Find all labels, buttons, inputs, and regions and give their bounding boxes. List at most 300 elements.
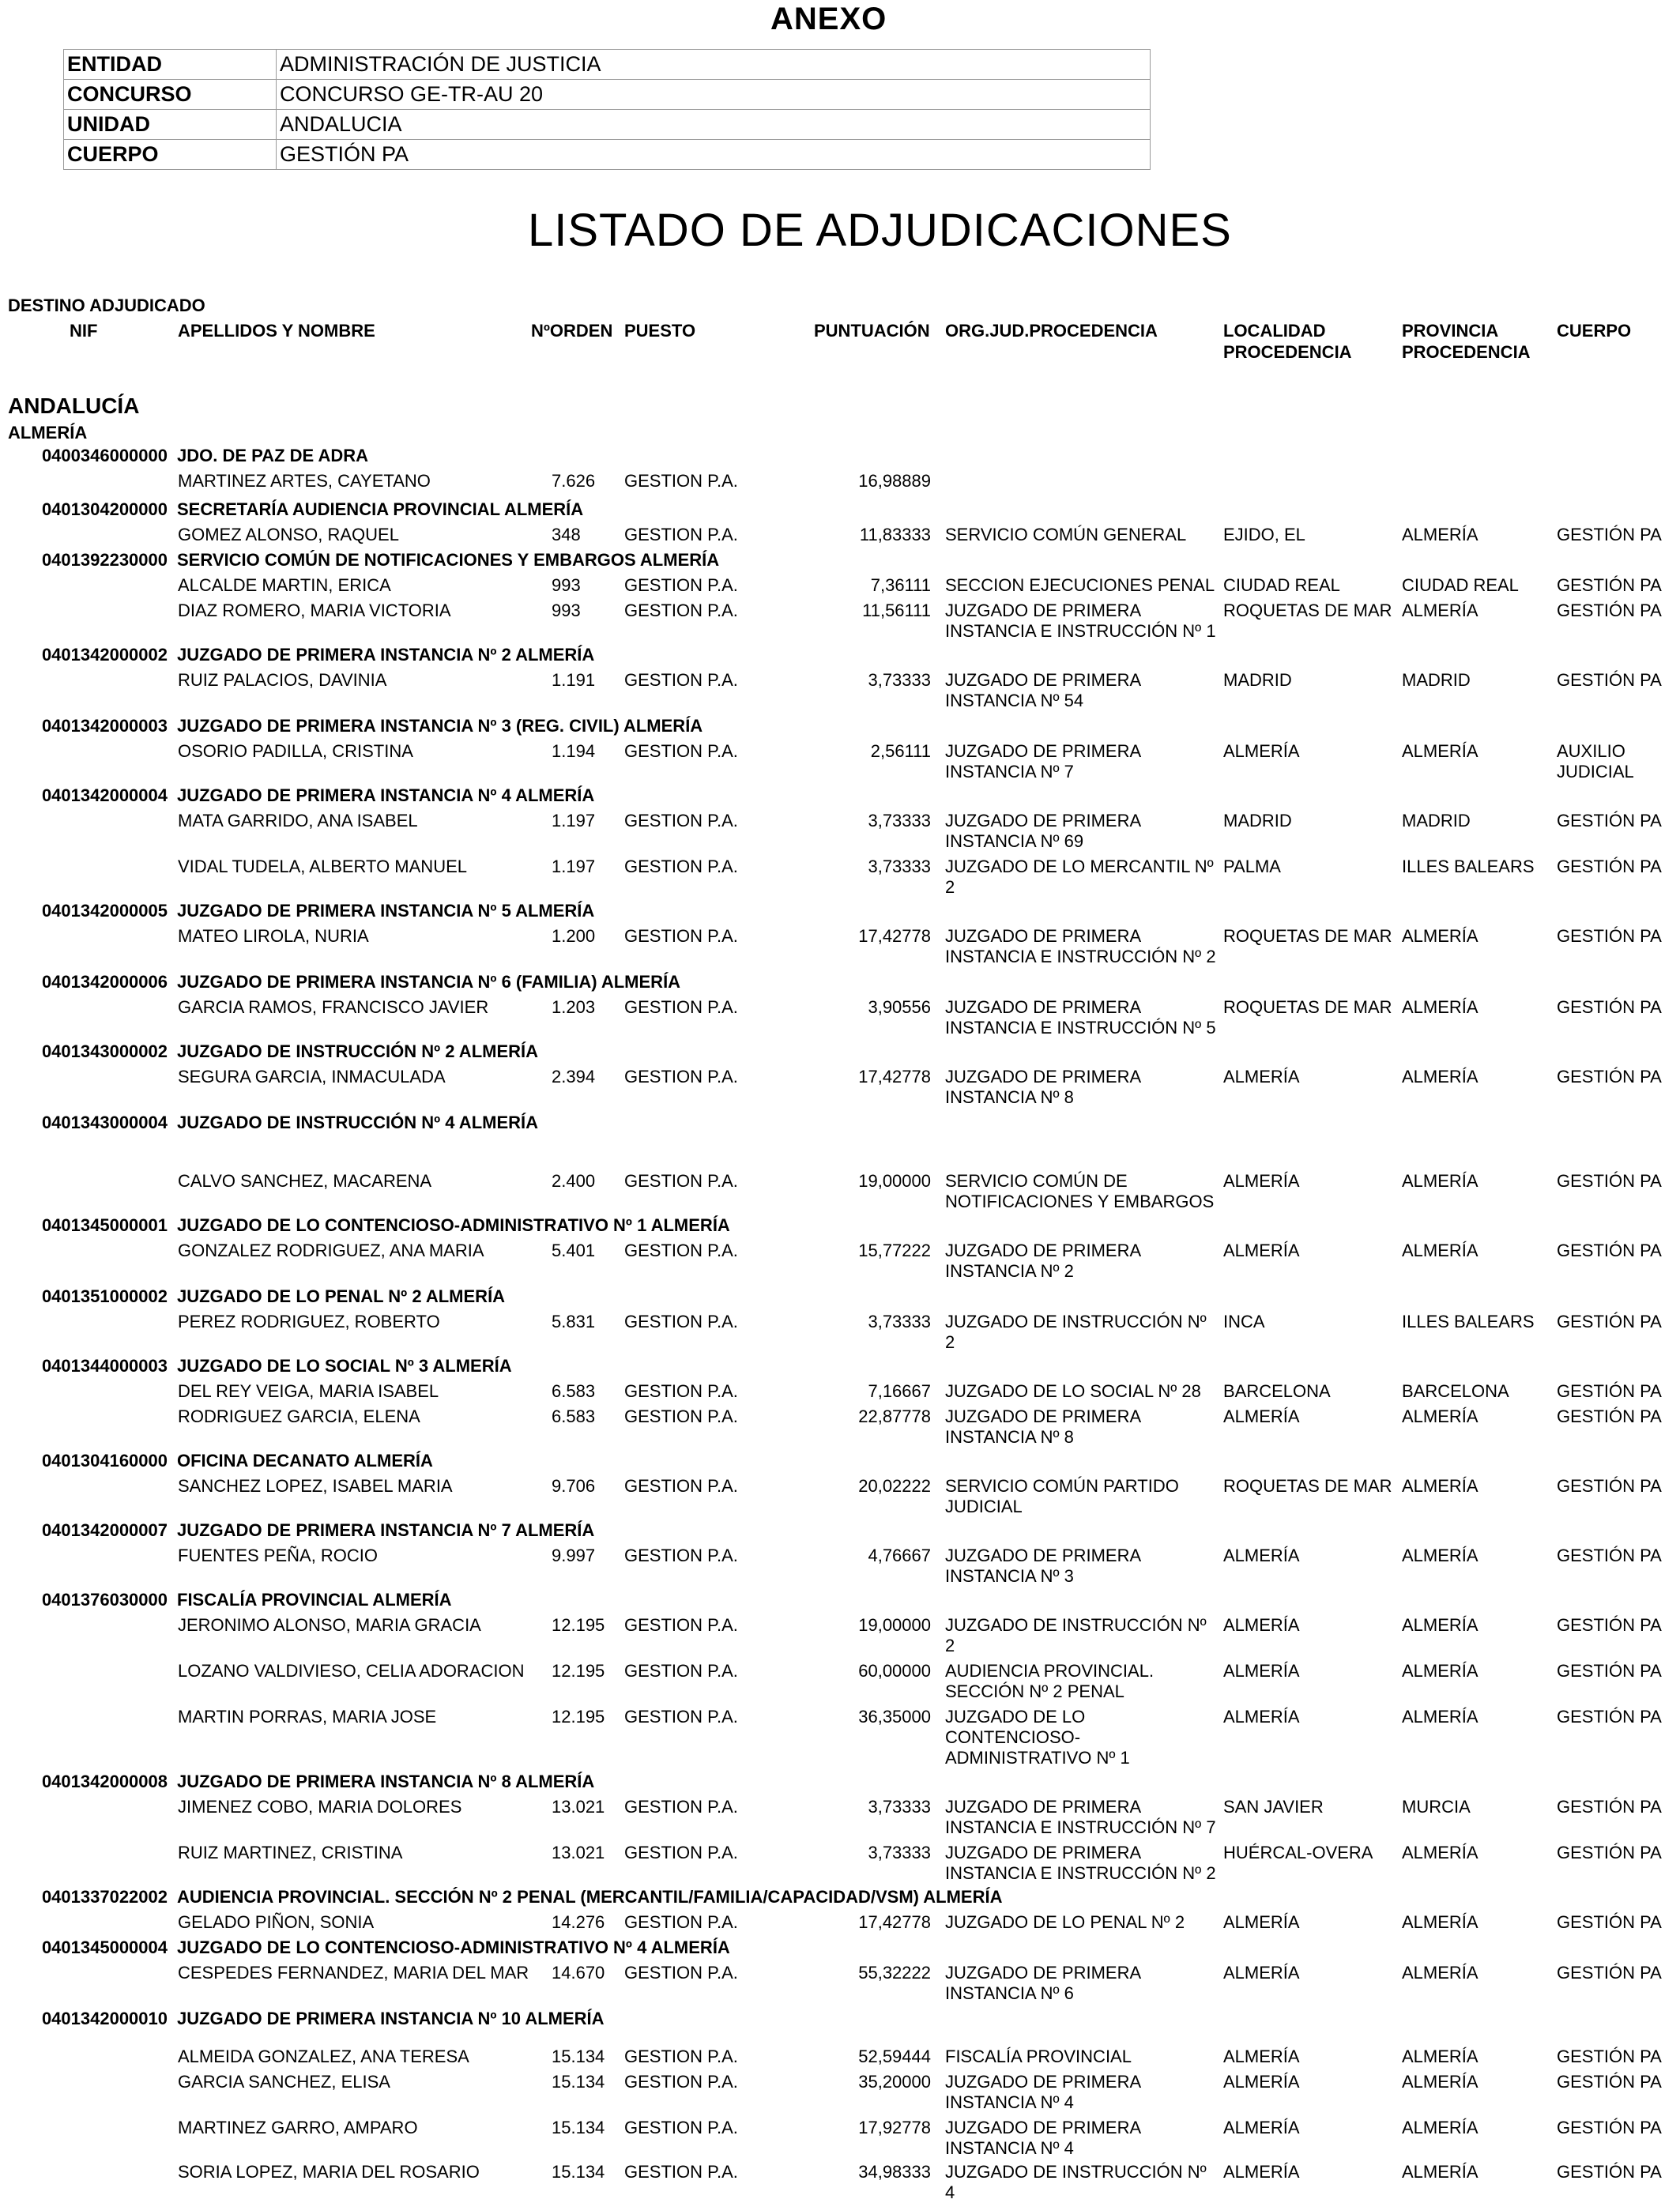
position: GESTION P.A. [624,1067,738,1086]
position: GESTION P.A. [624,1615,738,1635]
origin-province: ILLES BALEARS [1402,1312,1535,1331]
unit-header [0,1517,1680,1542]
body-corps: GESTIÓN PA [1557,2118,1662,2137]
origin-locality: ALMERÍA [1223,1615,1300,1635]
body-corps: GESTIÓN PA [1557,1661,1662,1681]
origin-locality: ALMERÍA [1223,2162,1300,2182]
origin-province: ILLES BALEARS [1402,857,1535,876]
score: 19,00000 [858,1171,931,1191]
unit-code: 0401304160000 [41,1451,168,1471]
unit-header [0,1212,1680,1237]
unit-code: 0401345000004 [41,1938,168,1957]
unit-name: SERVICIO COMÚN DE NOTIFICACIONES Y EMBARGOS ALMERÍA [177,550,720,570]
info-row-unidad [64,110,1151,140]
position: GESTION P.A. [624,741,738,761]
unit-code: 0401342000010 [41,2009,168,2028]
order-number: 12.195 [552,1707,605,1727]
table-row [0,1237,1680,1283]
table-row [0,1960,1680,2005]
body-corps: GESTIÓN PA [1557,2047,1662,2066]
origin-locality: MADRID [1223,670,1292,690]
unit-header [0,1038,1680,1064]
score: 17,42778 [858,1912,931,1932]
score: 3,73333 [868,1312,931,1331]
origin-province: ALMERÍA [1402,1912,1478,1932]
origin-locality: EJIDO, EL [1223,525,1305,544]
table-row [0,597,1680,642]
unit-code: 0401342000003 [41,716,168,736]
origin-court: JUZGADO DE LO MERCANTIL Nº 2 [945,857,1214,897]
position: GESTION P.A. [624,1963,738,1983]
body-corps: GESTIÓN PA [1557,525,1662,544]
unit-header [0,1353,1680,1378]
unit-code: 0401392230000 [41,550,168,570]
order-number: 993 [552,601,581,620]
unit-name: JDO. DE PAZ DE ADRA [177,446,369,465]
unit-name: SECRETARÍA AUDIENCIA PROVINCIAL ALMERÍA [177,499,584,519]
order-number: 1.200 [552,926,596,946]
order-number: 9.997 [552,1546,596,1565]
unit-code: 0401342000005 [41,901,168,921]
score: 7,36111 [870,575,931,595]
origin-court: JUZGADO DE PRIMERA INSTANCIA Nº 2 [945,1241,1140,1281]
applicant-name: RUIZ PALACIOS, DAVINIA [178,670,387,690]
unit-header [0,782,1680,808]
unit-header [0,2005,1680,2043]
unit-name: JUZGADO DE INSTRUCCIÓN Nº 4 ALMERÍA [177,1113,539,1132]
unit-header [0,1587,1680,1612]
origin-locality: ALMERÍA [1223,2118,1300,2137]
origin-province: ALMERÍA [1402,1407,1478,1426]
unit-name: JUZGADO DE LO SOCIAL Nº 3 ALMERÍA [177,1356,512,1376]
unit-name: JUZGADO DE PRIMERA INSTANCIA Nº 10 ALMERÍA [177,2009,605,2028]
table-row [0,572,1680,597]
applicant-name: JIMENEZ COBO, MARIA DOLORES [178,1797,462,1817]
applicant-name: JERONIMO ALONSO, MARIA GRACIA [178,1615,481,1635]
unit-name: JUZGADO DE PRIMERA INSTANCIA Nº 4 ALMERÍA [177,785,595,805]
applicant-name: SEGURA GARCIA, INMACULADA [178,1067,446,1086]
order-number: 1.194 [552,741,596,761]
unit-header [0,1768,1680,1794]
unit-code: 0401342000002 [41,645,168,665]
origin-court: JUZGADO DE PRIMERA INSTANCIA Nº 4 [945,2118,1140,2158]
origin-court: JUZGADO DE INSTRUCCIÓN Nº 2 [945,1615,1207,1655]
position: GESTION P.A. [624,1843,738,1862]
origin-locality: ALMERÍA [1223,1407,1300,1426]
body-corps: GESTIÓN PA [1557,811,1662,830]
body-corps: GESTIÓN PA [1557,1912,1662,1932]
origin-locality: SAN JAVIER [1223,1797,1324,1817]
info-label: UNIDAD [64,110,277,140]
origin-province: ALMERÍA [1402,601,1478,620]
body-corps: GESTIÓN PA [1557,1067,1662,1086]
unit-name: JUZGADO DE PRIMERA INSTANCIA Nº 2 ALMERÍA [177,645,595,665]
score: 55,32222 [858,1963,931,1983]
info-label: CUERPO [64,140,277,170]
order-number: 13.021 [552,1843,605,1862]
position: GESTION P.A. [624,1707,738,1727]
unit-header [0,642,1680,667]
origin-locality: ROQUETAS DE MAR [1223,997,1392,1017]
score: 3,73333 [868,1843,931,1862]
unit-code: 0401343000004 [41,1113,168,1132]
province-heading: ALMERÍA [8,423,88,442]
score: 36,35000 [858,1707,931,1727]
position: GESTION P.A. [624,997,738,1017]
unit-name: JUZGADO DE LO PENAL Nº 2 ALMERÍA [177,1286,506,1306]
origin-province: ALMERÍA [1402,1661,1478,1681]
score: 7,16667 [868,1381,931,1401]
table-row [0,1403,1680,1448]
order-number: 1.203 [552,997,596,1017]
info-row-cuerpo [64,140,1151,170]
table-row [0,853,1680,898]
origin-province: ALMERÍA [1402,1546,1478,1565]
unit-code: 0401337022002 [41,1887,168,1907]
applicant-name: ALMEIDA GONZALEZ, ANA TERESA [178,2047,469,2066]
col-header-destino: DESTINO ADJUDICADO [8,296,205,315]
info-value: ANDALUCIA [277,110,1151,140]
applicant-name: MARTINEZ ARTES, CAYETANO [178,471,431,491]
origin-locality: ALMERÍA [1223,1067,1300,1086]
applicant-name: OSORIO PADILLA, CRISTINA [178,741,413,761]
applicant-name: DIAZ ROMERO, MARIA VICTORIA [178,601,451,620]
unit-name: JUZGADO DE PRIMERA INSTANCIA Nº 8 ALMERÍA [177,1772,595,1791]
unit-code: 0401304200000 [41,499,168,519]
unit-name: JUZGADO DE PRIMERA INSTANCIA Nº 7 ALMERÍA [177,1520,595,1540]
body-corps: GESTIÓN PA [1557,1381,1662,1401]
applicant-name: SORIA LOPEZ, MARIA DEL ROSARIO [178,2162,480,2182]
position: GESTION P.A. [624,1381,738,1401]
order-number: 15.134 [552,2162,605,2182]
unit-code: 0401351000002 [41,1286,168,1306]
col-header-orden: NºORDEN [531,321,613,341]
score: 3,73333 [868,670,931,690]
order-number: 5.401 [552,1241,596,1260]
score: 20,02222 [858,1476,931,1496]
applicant-name: MARTINEZ GARRO, AMPARO [178,2118,418,2137]
origin-locality: HUÉRCAL-OVERA [1223,1843,1373,1862]
origin-court: SECCION EJECUCIONES PENAL [945,575,1215,595]
unit-code: 0401342000007 [41,1520,168,1540]
order-number: 1.191 [552,670,596,690]
position: GESTION P.A. [624,1912,738,1932]
origin-court: JUZGADO DE PRIMERA INSTANCIA Nº 7 [945,741,1140,781]
origin-province: ALMERÍA [1402,2162,1478,2182]
score: 15,77222 [858,1241,931,1260]
origin-province: ALMERÍA [1402,1615,1478,1635]
unit-name: JUZGADO DE PRIMERA INSTANCIA Nº 5 ALMERÍA [177,901,595,921]
col-header-nombre: APELLIDOS Y NOMBRE [178,321,375,341]
applicant-name: GONZALEZ RODRIGUEZ, ANA MARIA [178,1241,484,1260]
applicant-name: VIDAL TUDELA, ALBERTO MANUEL [178,857,467,876]
annex-title: ANEXO [770,2,887,36]
table-row [0,1612,1680,1658]
position: GESTION P.A. [624,1546,738,1565]
origin-court: JUZGADO DE INSTRUCCIÓN Nº 2 [945,1312,1207,1352]
score: 22,87778 [858,1407,931,1426]
body-corps: GESTIÓN PA [1557,1241,1662,1260]
table-row [0,2043,1680,2069]
score: 17,42778 [858,1067,931,1086]
table-row [0,1658,1680,1704]
order-number: 14.276 [552,1912,605,1932]
origin-province: ALMERÍA [1402,1707,1478,1727]
origin-province: MURCIA [1402,1797,1471,1817]
order-number: 1.197 [552,811,596,830]
position: GESTION P.A. [624,857,738,876]
origin-court: JUZGADO DE LO CONTENCIOSO-ADMINISTRATIVO Nº 1 [945,1707,1130,1768]
origin-locality: ALMERÍA [1223,741,1300,761]
unit-header [0,442,1680,468]
applicant-name: MARTIN PORRAS, MARIA JOSE [178,1707,437,1727]
col-header-org: ORG.JUD.PROCEDENCIA [945,321,1158,341]
body-corps: GESTIÓN PA [1557,1312,1662,1331]
order-number: 12.195 [552,1661,605,1681]
body-corps: GESTIÓN PA [1557,1707,1662,1727]
table-row [0,2159,1680,2203]
info-table [63,49,1151,170]
origin-province: ALMERÍA [1402,741,1478,761]
origin-province: ALMERÍA [1402,1241,1478,1260]
position: GESTION P.A. [624,525,738,544]
region-heading: ANDALUCÍA [8,394,140,418]
table-row [0,2115,1680,2159]
score: 34,98333 [858,2162,931,2182]
order-number: 348 [552,525,581,544]
origin-court: JUZGADO DE PRIMERA INSTANCIA Nº 8 [945,1067,1140,1107]
position: GESTION P.A. [624,575,738,595]
unit-name: OFICINA DECANATO ALMERÍA [177,1451,433,1471]
info-row-entidad [64,50,1151,80]
table-row [0,738,1680,782]
unit-code: 0400346000000 [41,446,168,465]
unit-header [0,713,1680,738]
order-number: 7.626 [552,471,596,491]
info-label: ENTIDAD [64,50,277,80]
origin-court: JUZGADO DE PRIMERA INSTANCIA Nº 69 [945,811,1140,851]
origin-court: JUZGADO DE PRIMERA INSTANCIA E INSTRUCCIÓN Nº 2 [945,926,1216,966]
origin-locality: CIUDAD REAL [1223,575,1340,595]
applicant-name: FUENTES PEÑA, ROCIO [178,1546,379,1565]
origin-province: ALMERÍA [1402,926,1478,946]
origin-locality: ALMERÍA [1223,1546,1300,1565]
body-corps: GESTIÓN PA [1557,1797,1662,1817]
order-number: 2.394 [552,1067,596,1086]
position: GESTION P.A. [624,2162,738,2182]
position: GESTION P.A. [624,926,738,946]
score: 3,73333 [868,857,931,876]
table-row [0,1840,1680,1884]
col-header-puesto: PUESTO [624,321,696,341]
origin-locality: INCA [1223,1312,1265,1331]
position: GESTION P.A. [624,2072,738,2092]
info-label: CONCURSO [64,80,277,110]
order-number: 6.583 [552,1407,596,1426]
applicant-name: CESPEDES FERNANDEZ, MARIA DEL MAR [178,1963,529,1983]
origin-province: MADRID [1402,811,1471,830]
origin-court: JUZGADO DE PRIMERA INSTANCIA E INSTRUCCIÓN Nº 1 [945,601,1216,641]
origin-locality: BARCELONA [1223,1381,1331,1401]
unit-name: JUZGADO DE INSTRUCCIÓN Nº 2 ALMERÍA [177,1041,539,1061]
unit-header [0,1109,1680,1168]
body-corps: GESTIÓN PA [1557,926,1662,946]
col-header-localidad: LOCALIDAD PROCEDENCIA [1223,321,1352,362]
origin-court: JUZGADO DE PRIMERA INSTANCIA Nº 3 [945,1546,1140,1586]
position: GESTION P.A. [624,1241,738,1260]
table-row [0,468,1680,496]
table-row [0,1378,1680,1403]
table-row [0,1309,1680,1353]
origin-court: JUZGADO DE PRIMERA INSTANCIA E INSTRUCCIÓN Nº 2 [945,1843,1216,1883]
applicant-name: GARCIA RAMOS, FRANCISCO JAVIER [178,997,489,1017]
unit-code: 0401343000002 [41,1041,168,1061]
order-number: 12.195 [552,1615,605,1635]
table-row [0,1064,1680,1109]
origin-court: JUZGADO DE PRIMERA INSTANCIA E INSTRUCCIÓN Nº 7 [945,1797,1216,1837]
origin-court: SERVICIO COMÚN GENERAL [945,525,1187,544]
body-corps: GESTIÓN PA [1557,1546,1662,1565]
unit-header [0,547,1680,572]
position: GESTION P.A. [624,471,738,491]
body-corps: GESTIÓN PA [1557,997,1662,1017]
origin-court: JUZGADO DE INSTRUCCIÓN Nº 4 [945,2162,1207,2202]
origin-locality: MADRID [1223,811,1292,830]
order-number: 1.197 [552,857,596,876]
origin-province: ALMERÍA [1402,2072,1478,2092]
score: 11,83333 [859,525,931,544]
table-row [0,1473,1680,1517]
applicant-name: RODRIGUEZ GARCIA, ELENA [178,1407,420,1426]
origin-province: ALMERÍA [1402,997,1478,1017]
unit-header [0,1283,1680,1309]
table-row [0,1794,1680,1840]
position: GESTION P.A. [624,1407,738,1426]
applicant-name: GELADO PIÑON, SONIA [178,1912,375,1932]
unit-header [0,1884,1680,1909]
col-header-provincia: PROVINCIA PROCEDENCIA [1402,321,1531,362]
info-value: CONCURSO GE-TR-AU 20 [277,80,1151,110]
origin-court: JUZGADO DE LO SOCIAL Nº 28 [945,1381,1201,1401]
unit-name: JUZGADO DE PRIMERA INSTANCIA Nº 6 (FAMILIA) ALMERÍA [177,972,681,992]
position: GESTION P.A. [624,601,738,620]
unit-code: 0401376030000 [41,1590,168,1610]
unit-name: AUDIENCIA PROVINCIAL. SECCIÓN Nº 2 PENAL (MERCANTIL/FAMILIA/CAPACIDAD/VSM) ALMERÍA [177,1887,1003,1907]
order-number: 6.583 [552,1381,596,1401]
score: 17,92778 [858,2118,931,2137]
score: 3,73333 [868,1797,931,1817]
origin-province: ALMERÍA [1402,525,1478,544]
origin-court: JUZGADO DE PRIMERA INSTANCIA Nº 4 [945,2072,1140,2112]
table-row [0,923,1680,969]
table-row [0,808,1680,853]
unit-code: 0401342000006 [41,972,168,992]
applicant-name: ALCALDE MARTIN, ERICA [178,575,391,595]
origin-court: AUDIENCIA PROVINCIAL. SECCIÓN Nº 2 PENAL [945,1661,1155,1701]
body-corps: GESTIÓN PA [1557,1171,1662,1191]
adjudications-list [0,442,1680,2203]
origin-court: JUZGADO DE PRIMERA INSTANCIA Nº 54 [945,670,1140,710]
position: GESTION P.A. [624,670,738,690]
body-corps: GESTIÓN PA [1557,1407,1662,1426]
score: 35,20000 [858,2072,931,2092]
applicant-name: RUIZ MARTINEZ, CRISTINA [178,1843,403,1862]
origin-province: ALMERÍA [1402,2047,1478,2066]
origin-court: JUZGADO DE LO PENAL Nº 2 [945,1912,1185,1932]
order-number: 14.670 [552,1963,605,1983]
position: GESTION P.A. [624,1661,738,1681]
body-corps: GESTIÓN PA [1557,1843,1662,1862]
origin-locality: ALMERÍA [1223,1707,1300,1727]
position: GESTION P.A. [624,1312,738,1331]
unit-code: 0401342000004 [41,785,168,805]
origin-province: ALMERÍA [1402,1476,1478,1496]
origin-locality: ALMERÍA [1223,1241,1300,1260]
body-corps: GESTIÓN PA [1557,2162,1662,2182]
table-row [0,522,1680,547]
unit-header [0,1934,1680,1960]
order-number: 9.706 [552,1476,596,1496]
order-number: 5.831 [552,1312,596,1331]
origin-province: ALMERÍA [1402,1171,1478,1191]
origin-locality: ALMERÍA [1223,2047,1300,2066]
body-corps: GESTIÓN PA [1557,1615,1662,1635]
body-corps: GESTIÓN PA [1557,670,1662,690]
table-row [0,1704,1680,1768]
table-row [0,1542,1680,1587]
origin-court: JUZGADO DE PRIMERA INSTANCIA Nº 6 [945,1963,1140,2003]
table-row [0,2069,1680,2115]
body-corps: GESTIÓN PA [1557,1963,1662,1983]
origin-locality: PALMA [1223,857,1281,876]
origin-court: SERVICIO COMÚN DE NOTIFICACIONES Y EMBARGOS [945,1171,1215,1211]
info-value: ADMINISTRACIÓN DE JUSTICIA [277,50,1151,80]
origin-locality: ALMERÍA [1223,1171,1300,1191]
applicant-name: MATEO LIROLA, NURIA [178,926,369,946]
unit-code: 0401344000003 [41,1356,168,1376]
score: 4,76667 [868,1546,931,1565]
position: GESTION P.A. [624,2118,738,2137]
body-corps: GESTIÓN PA [1557,575,1662,595]
unit-code: 0401342000008 [41,1772,168,1791]
score: 3,73333 [868,811,931,830]
unit-header [0,898,1680,923]
unit-code: 0401345000001 [41,1215,168,1235]
table-row [0,1168,1680,1212]
order-number: 993 [552,575,581,595]
unit-name: JUZGADO DE LO CONTENCIOSO-ADMINISTRATIVO Nº 4 ALMERÍA [177,1938,730,1957]
score: 60,00000 [858,1661,931,1681]
unit-header [0,496,1680,522]
unit-header [0,969,1680,994]
table-row [0,994,1680,1038]
body-corps: GESTIÓN PA [1557,857,1662,876]
unit-name: JUZGADO DE PRIMERA INSTANCIA Nº 3 (REG. CIVIL) ALMERÍA [177,716,703,736]
origin-province: ALMERÍA [1402,1067,1478,1086]
origin-locality: ROQUETAS DE MAR [1223,926,1392,946]
info-row-concurso [64,80,1151,110]
origin-locality: ROQUETAS DE MAR [1223,1476,1392,1496]
position: GESTION P.A. [624,2047,738,2066]
applicant-name: MATA GARRIDO, ANA ISABEL [178,811,418,830]
origin-locality: ALMERÍA [1223,1963,1300,1983]
origin-court: FISCALÍA PROVINCIAL [945,2047,1132,2066]
origin-locality: ROQUETAS DE MAR [1223,601,1392,620]
applicant-name: GOMEZ ALONSO, RAQUEL [178,525,399,544]
order-number: 2.400 [552,1171,596,1191]
body-corps: GESTIÓN PA [1557,2072,1662,2092]
origin-court: SERVICIO COMÚN PARTIDO JUDICIAL [945,1476,1179,1516]
